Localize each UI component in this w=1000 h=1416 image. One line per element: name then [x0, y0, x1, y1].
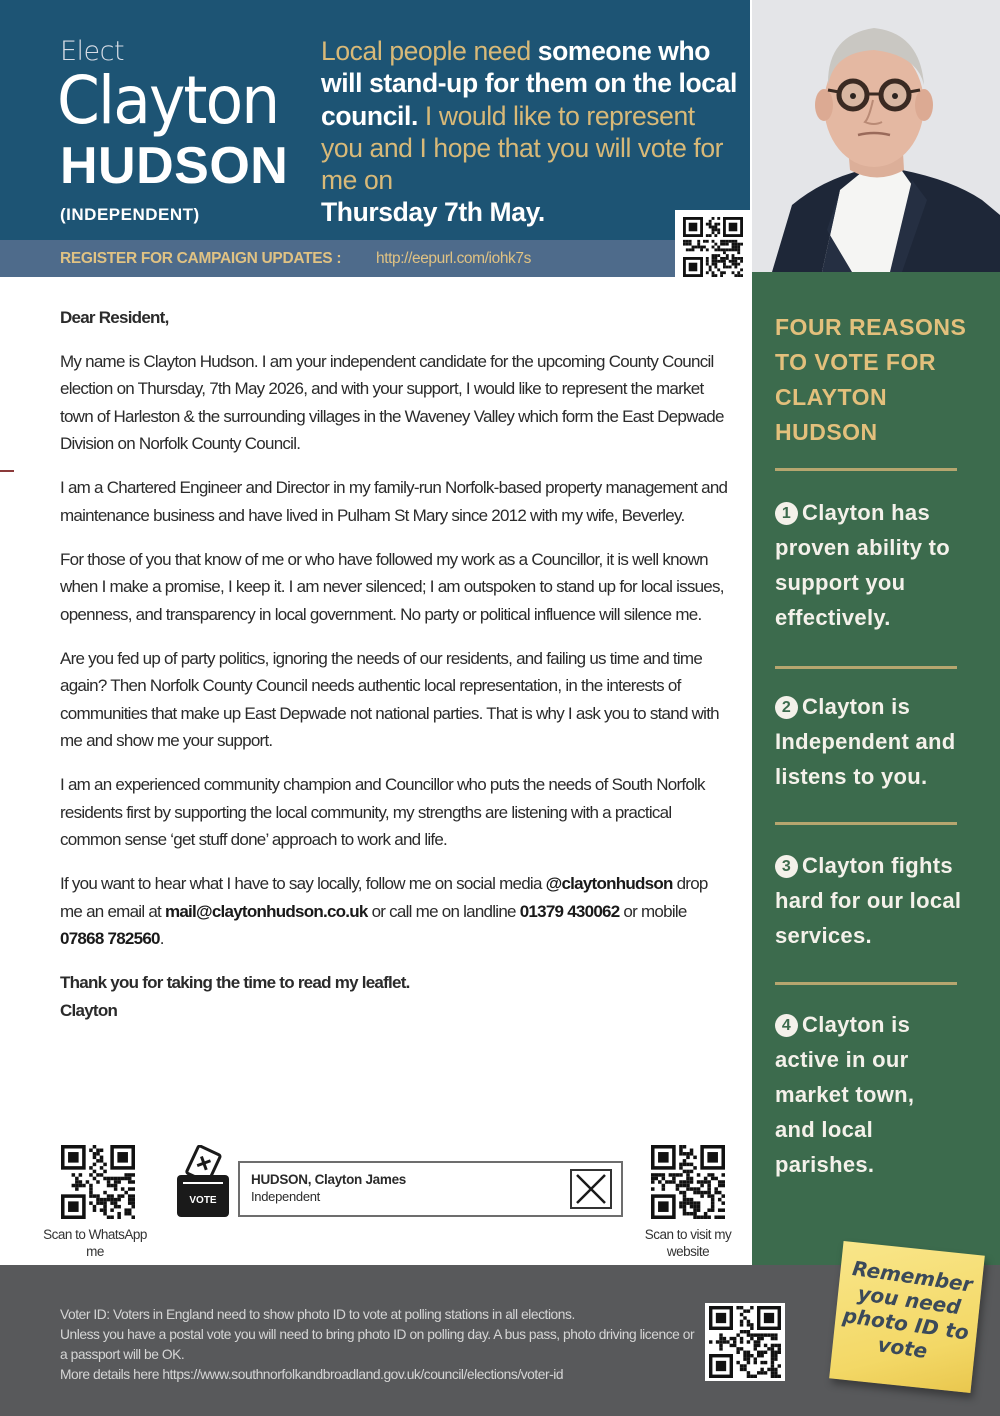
- reason-item-4: [775, 1007, 935, 1182]
- qr-code-icon: [683, 217, 743, 277]
- landline-number[interactable]: 01379 430062: [519, 901, 620, 921]
- letter-signoff: Clayton: [60, 1000, 118, 1020]
- reason-item-3: [775, 848, 990, 953]
- candidate-first-name: Clayton: [57, 62, 279, 139]
- candidate-photo: [752, 0, 1000, 272]
- mobile-number[interactable]: 07868 782560: [60, 929, 160, 948]
- number-1-icon: 1: [775, 502, 798, 525]
- letter-body: [60, 304, 732, 1024]
- number-4-icon: 4: [775, 1014, 798, 1037]
- ballot-candidate-name: HUDSON, Clayton James: [251, 1172, 406, 1187]
- reason-item-1: [775, 495, 990, 635]
- header-banner: [0, 0, 750, 240]
- cross-mark-icon: [572, 1171, 610, 1207]
- letter-paragraph: I am a Chartered Engineer and Director in my family-run Norfolk-based property management and maintenance business and have lived in Pulham St Mary since 2012 with my wife, Beverley.: [60, 478, 728, 525]
- website-qr-code[interactable]: [650, 1144, 726, 1220]
- letter-paragraph: I am an experienced community champion and Councillor who puts the needs of South Norfolk residents first by supporting the local community, my strengths are listening with a practical common sense ‘get stuff done’ approach to work and life.: [60, 775, 705, 849]
- number-2-icon: 2: [775, 696, 798, 719]
- letter-paragraph: For those of you that know of me or who have followed my work as a Councillor, it is well known when I make a promise, I keep it. I am never silenced; I am outspoken to stand up for local issues, openness, and transparency in local government. No party or political influence will silence me.: [60, 549, 724, 624]
- ballot-paper: [238, 1161, 623, 1217]
- website-qr-caption: Scan to visit my website: [644, 1227, 732, 1259]
- campaign-pitch: [321, 35, 741, 229]
- ballot-box-icon: [175, 1145, 231, 1217]
- sticky-note: [829, 1241, 985, 1393]
- elect-label: Elect: [60, 36, 125, 67]
- pitch-date: Thursday 7th May.: [321, 197, 545, 228]
- divider: [775, 982, 957, 985]
- register-label: REGISTER FOR CAMPAIGN UPDATES :: [60, 250, 342, 267]
- letter-paragraph: Are you fed up of party politics, ignoring the needs of our residents, and failing us time and time again? Then Norfolk County Council needs authentic local representation, in the interests of communities that make up East Depwade not national parties. That is why I ask you to stand with me and show me your support.: [60, 648, 719, 750]
- reason-text: Clayton is Independent and listens to you.: [775, 694, 956, 789]
- contact-text: .: [159, 929, 164, 948]
- reason-text: Clayton has proven ability to support you effectively.: [775, 500, 951, 630]
- letter-paragraph: My name is Clayton Hudson. I am your independent candidate for the upcoming County Council election on Thursday, 7th May 2026, and with your support, I would like to represent the market town of Harleston & the surrounding villages in the Waveney Valley which form the East Depwade Division on Norfolk County Council.: [60, 351, 724, 453]
- letter-greeting: Dear Resident,: [60, 308, 169, 327]
- notice-link[interactable]: More details here https://www.southnorfolkandbroadland.gov.uk/council/elections/voter-id: [60, 1367, 564, 1382]
- ballot-box-label: VOTE: [189, 1195, 217, 1206]
- candidate-last-name: HUDSON: [60, 137, 289, 195]
- header-qr-code[interactable]: [675, 210, 750, 280]
- whatsapp-qr-code[interactable]: [60, 1144, 136, 1220]
- reasons-title: FOUR REASONS TO VOTE FOR CLAYTON HUDSON: [775, 314, 967, 445]
- contact-text: or call me on landline: [367, 901, 520, 921]
- candidate-party: (INDEPENDENT): [60, 205, 200, 224]
- ballot-checkbox[interactable]: [570, 1169, 612, 1209]
- contact-text: or mobile: [619, 901, 687, 921]
- qr-code-icon: [651, 1145, 725, 1219]
- register-link[interactable]: http://eepurl.com/iohk7s: [376, 250, 531, 267]
- email-link[interactable]: mail@claytonhudson.co.uk: [164, 901, 368, 921]
- notice-line: Unless you have a postal vote you will need to bring photo ID on polling day. A bus pass, photo driving licence or a passport will be OK.: [60, 1327, 695, 1362]
- register-bar: [0, 240, 675, 277]
- letter-thanks: Thank you for taking the time to read my leaflet.: [60, 973, 410, 992]
- sticky-note-text: Remember you need photo ID to vote: [841, 1256, 975, 1364]
- notice-line: Voter ID: Voters in England need to show photo ID to vote at polling stations in all elections.: [60, 1307, 575, 1322]
- pitch-part-2: someone who will stand-up for them on the local council.: [321, 36, 737, 131]
- qr-code-icon: [709, 1306, 781, 1378]
- pitch-part-1: Local people need: [321, 36, 538, 66]
- voter-id-notice: [60, 1305, 710, 1385]
- social-handle[interactable]: @claytonhudson: [545, 874, 673, 893]
- whatsapp-qr-caption: Scan to WhatsApp me: [43, 1227, 147, 1259]
- divider: [775, 468, 957, 471]
- fold-mark: [0, 470, 14, 472]
- reason-text: Clayton is active in our market town, and local parishes.: [775, 1012, 915, 1177]
- candidate-portrait-image: [752, 0, 1000, 272]
- reason-item-2: [775, 689, 990, 794]
- ballot-candidate-party: Independent: [251, 1189, 320, 1204]
- pitch-part-3: I would like to represent you and I hope that you will vote for me on: [321, 100, 724, 196]
- contact-text: If you want to hear what I have to say locally, follow me on social media: [60, 874, 546, 893]
- contact-paragraph: [60, 870, 732, 953]
- voter-id-qr-code[interactable]: [705, 1303, 785, 1381]
- contact-text: drop me an email at: [60, 874, 708, 921]
- qr-code-icon: [61, 1145, 135, 1219]
- divider: [775, 822, 957, 825]
- divider: [775, 666, 957, 669]
- reason-text: Clayton fights hard for our local services.: [775, 853, 962, 948]
- reasons-sidebar: [752, 272, 1000, 1265]
- number-3-icon: 3: [775, 855, 798, 878]
